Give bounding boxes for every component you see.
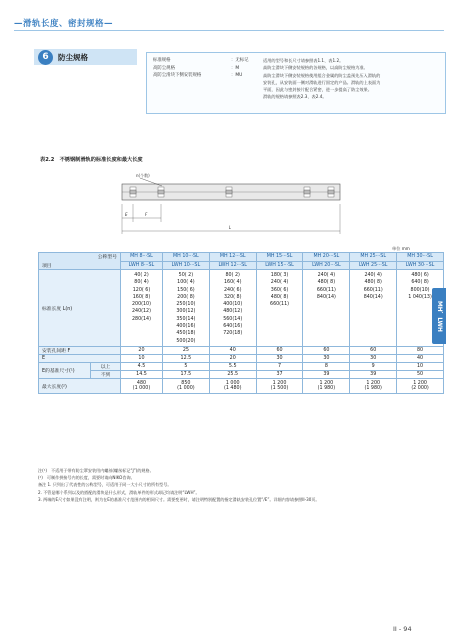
above-label: 以上 [91,363,121,371]
std-length-label: 标准长度 L(n) [39,270,121,347]
max-length-cell [256,379,303,394]
max-length-value: 850 [181,381,191,386]
page-header-title: —滑轨长度、密封规格— [14,19,114,29]
e-std-label: E的基准尺寸(¹) [39,363,91,379]
std-length-value: 150( 6) [177,287,195,293]
max-length-joined-value: (1 980) [364,386,382,391]
max-length-value: 1 200 [366,381,381,386]
e-below-cell: 50 [397,371,444,379]
spec-desc-line: 高防尘滑块下侧安装规格的各规格，以高防尘规格为准。 [263,65,368,71]
drawing-label-n: n(个数) [136,173,150,178]
std-length-value: 840(14) [363,294,383,300]
std-length-row [39,270,444,347]
model-name: LWH 25···SL [350,261,397,270]
table-header-row [39,253,444,262]
footnotes [38,467,444,503]
max-length-label: 最大长度(²) [39,379,121,394]
max-length-value: 1 200 [272,381,287,386]
model-name: MH 12···SL [209,253,256,262]
e-above-cell: 9 [350,363,397,371]
std-length-value: 560(14) [223,316,243,322]
std-length-value: 100( 4) [177,280,195,286]
std-length-value: 800(10) [410,287,430,293]
max-length-joined-value: (1 980) [317,386,336,391]
std-length-value: 300(12) [176,309,196,315]
e-below-cell: 14.5 [121,371,163,379]
e-above-cell: 5 [162,363,209,371]
std-length-value: 240(12) [131,309,151,315]
model-name: LWH 10···SL [162,261,209,270]
spec-description [263,57,439,101]
std-length-value: 450(18) [176,331,196,337]
e-cell: 30 [303,355,350,363]
max-length-value: 1 200 [319,381,334,386]
std-length-value: 720(18) [223,331,243,337]
std-length-value: 160( 8) [132,294,151,300]
max-length-cell [162,379,209,394]
e-below-cell: 37 [256,371,303,379]
std-length-value: 1 040(13) [408,294,432,300]
spec-desc-line: 高防尘滑块下侧安装规格使用组合金属的防尘盖预先压入滑轨的 [263,72,381,78]
e-above-cell: 10 [397,363,444,371]
model-name: MH 15···SL [256,253,303,262]
e-above-cell: 5.5 [209,363,256,371]
e-cell: 30 [256,355,303,363]
model-name: LWH 20···SL [303,261,350,270]
pitch-cell: 60 [303,347,350,355]
max-length-joined-value: (2 000) [411,386,429,391]
note-line: (²) 可制作拼接号内的长度，需要时请向NIKO咨询。 [38,475,135,481]
model-name: MH 20···SL [303,253,350,262]
max-length-joined-value: (1 500) [270,386,289,391]
header-divider [14,30,444,31]
spec-row-code: ：M [231,65,240,71]
pitch-cell: 25 [162,347,209,355]
std-length-cell [350,270,397,347]
spec-desc-line: 适用的型号和长尺寸请参照表1.1、表1.2。 [263,58,344,63]
std-length-value: 200(10) [131,302,151,308]
rail-drawing [118,170,348,242]
spec-row-name: 高防尘滑块下侧安装规格 [153,73,202,78]
section-title: 防尘规格 [58,53,88,62]
model-name: MH 25···SL [350,253,397,262]
model-name: LWH 15···SL [256,261,303,270]
max-length-value: 1 200 [413,381,427,386]
model-name: MH 10···SL [162,253,209,262]
e-cell: 30 [350,355,397,363]
max-length-value: 480 [136,381,147,386]
pitch-label: 安装孔间距 F [39,347,121,355]
model-name: LWH 30···SL [397,261,444,270]
page-number: II - 94 [393,625,412,633]
std-length-cell [209,270,256,347]
note-line: 2. 不管是哪个系列以及的搭配的滑块是什么形式，滑轨单件的形式却记均请注明“LWH”。 [38,489,200,495]
e-above-cell: 8 [303,363,350,371]
std-length-cell [121,270,163,347]
e-cell: 12.5 [162,355,209,363]
pitch-cell: 60 [350,347,397,355]
std-length-value: 500(20) [176,338,196,344]
std-length-value: 840(14) [316,294,336,300]
model-name: LWH 8···SL [121,261,163,270]
note-line: 备注 1. 只列出了代表性的公称型号，可适用于同一大小尺寸的所有型号。 [38,482,172,488]
std-length-value: 480( 6) [411,273,429,278]
e-above-cell: 4.5 [121,363,163,371]
std-length-value: 480( 8) [270,294,289,300]
unit-label: 单位 mm [392,246,410,251]
max-length-value: 1 000 [225,381,240,386]
std-length-value: 660(11) [316,287,336,293]
std-length-value: 180( 3) [270,273,289,278]
spec-row-code: ：MU [231,73,243,78]
note-line: 注(¹) 不适用于带有防尘罩安装用内螺丝(螺丝标记“J”)的规格。 [38,468,154,473]
model-header-label: 公称型号 [97,255,117,260]
std-length-value: 40( 2) [134,273,149,278]
max-length-joined-value: (1 480) [223,386,242,391]
std-length-value: 80( 2) [225,273,240,278]
pitch-row [39,347,444,355]
pitch-cell: 20 [121,347,163,355]
e-label: E [39,355,121,363]
std-length-value: 200( 8) [177,294,195,300]
std-length-cell [303,270,350,347]
std-length-cell [256,270,303,347]
e-above-row [39,363,444,371]
model-name: MH 8···SL [121,253,163,262]
e-cell: 20 [209,355,256,363]
length-spec-table [38,252,444,394]
spec-row-code: ：无标记 [231,58,249,63]
spec-row-name: 高防尘规格 [153,65,175,71]
std-length-value: 240( 4) [364,273,382,278]
std-length-value: 320( 8) [223,294,242,300]
std-length-value: 350(14) [176,316,196,322]
std-length-value: 240( 4) [270,280,289,286]
e-below-row [39,371,444,379]
spec-desc-line: 滑轨的规格请参照表2.3、表2.4。 [263,94,327,100]
e-above-cell: 7 [256,363,303,371]
std-length-value: 480( 8) [317,280,336,286]
std-length-value: 50( 2) [178,273,194,278]
max-length-joined-value: (1 000) [177,386,195,391]
std-length-value: 660(11) [270,302,290,308]
spec-row-name: 标准规格 [153,58,171,63]
spec-desc-line: 安装孔，从安装面一侧对滑轨进行固定的产品。滑轨的上表面为 [263,79,381,85]
std-length-value: 480( 8) [364,280,382,286]
table-caption: 表2.2 不锈钢制滑轨的标准长度和最大长度 [40,157,143,163]
std-length-value: 80( 4) [134,280,149,286]
e-below-cell: 17.5 [162,371,209,379]
e-cell: 40 [397,355,444,363]
max-length-cell [397,379,444,394]
e-below-cell: 39 [350,371,397,379]
std-length-value: 120( 6) [132,287,151,293]
e-below-cell: 39 [303,371,350,379]
item-header-label: 项目 [42,264,52,269]
max-length-joined-value: (1 000) [132,386,151,391]
std-length-value: 280(14) [131,316,151,322]
model-name: LWH 12···SL [209,261,256,270]
pitch-cell: 80 [397,347,444,355]
drawing-label-f: F [145,212,148,217]
side-index-tab[interactable]: MH、LWH [432,288,446,344]
max-length-cell [350,379,397,394]
max-length-cell [121,379,163,394]
std-length-value: 480(12) [223,309,243,315]
e-cell: 10 [121,355,163,363]
std-length-value: 640(16) [223,324,243,330]
max-length-cell [303,379,350,394]
std-length-value: 160( 4) [223,280,242,286]
std-length-value: 660(11) [363,287,383,293]
table-corner-cell [39,253,121,270]
std-length-value: 640( 8) [411,280,429,286]
e-below-cell: 25.5 [209,371,256,379]
std-length-value: 250(10) [176,302,196,308]
std-length-value: 240( 6) [223,287,242,293]
below-label: 不到 [91,371,121,379]
std-length-cell [162,270,209,347]
spec-desc-line: 平面，因此与密封接片配合紧密，进一步提高了防尘效果。 [263,87,372,93]
max-length-cell [209,379,256,394]
section-number-badge: 6 [38,50,53,65]
std-length-value: 240( 4) [317,273,336,278]
std-length-value: 400(16) [176,324,196,330]
pitch-cell: 60 [256,347,303,355]
max-length-row [39,379,444,394]
e-row [39,355,444,363]
std-length-value: 400(10) [223,302,243,308]
drawing-label-e: E [125,212,128,217]
spec-summary-box [146,52,446,114]
drawing-label-l: L [229,225,232,230]
model-name: MH 30···SL [397,253,444,262]
std-length-value: 360( 6) [270,287,289,293]
note-line: 3. 两端的E尺寸如果没有注明，则为在E的基准尺寸范围内的相同尺寸。需要变更时，请注明特别配置的指定滑轨安装孔位置“/E”。详细内容请参照II-30页。 [38,496,320,502]
pitch-cell: 40 [209,347,256,355]
